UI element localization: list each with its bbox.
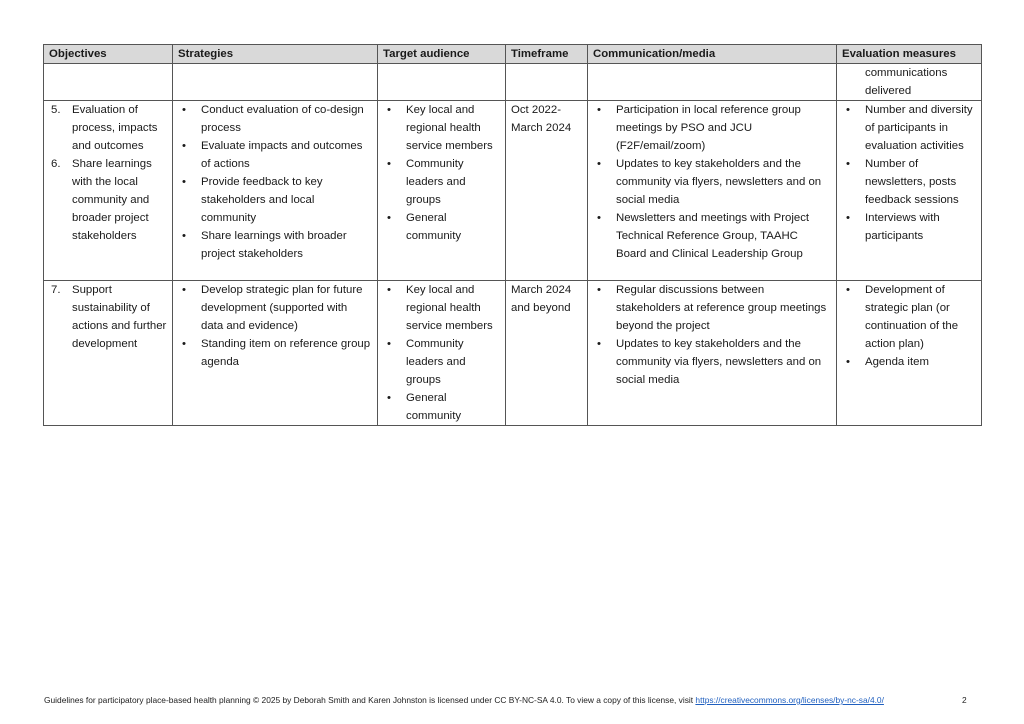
cell-target-audience	[378, 281, 506, 426]
evaluation-continuation-text: communications delivered	[865, 67, 948, 97]
objective-text: Support sustainability of actions and further development	[72, 284, 167, 350]
objective-item	[49, 101, 167, 155]
audience-item: • Key local and regional health service members	[383, 101, 500, 155]
header-evaluation-measures: Evaluation measures	[837, 45, 982, 64]
communication-item: • Updates to key stakeholders and the community via flyers, newsletters and on social media	[593, 155, 831, 209]
cell-evaluation-measures	[837, 64, 982, 101]
audience-item: • General community	[383, 209, 500, 245]
objective-text: Share learnings with the local community and broader project stakeholders	[72, 158, 152, 242]
cell-timeframe: March 2024 and beyond	[506, 281, 588, 426]
strategy-item: • Develop strategic plan for future development (supported with data and evidence)	[178, 281, 372, 335]
audience-item: • Community leaders and groups	[383, 155, 500, 209]
audience-item: • Community leaders and groups	[383, 335, 500, 389]
header-strategies: Strategies	[173, 45, 378, 64]
cell-strategies	[173, 281, 378, 426]
cell-objectives	[44, 281, 173, 426]
evaluation-item: • Number and diversity of participants in evaluation activities	[842, 101, 976, 155]
strategy-item: • Standing item on reference group agenda	[178, 335, 372, 371]
header-target-audience: Target audience	[378, 45, 506, 64]
strategy-item: • Provide feedback to key stakeholders and local community	[178, 173, 372, 227]
evaluation-item: • Number of newsletters, posts feedback sessions	[842, 155, 976, 209]
license-text: Guidelines for participatory place-based health planning © 2025 by Deborah Smith and Karen Johnston is licensed under CC BY-NC-SA 4.0. To view a copy of this license, visit	[44, 695, 696, 705]
audience-item: • Key local and regional health service members	[383, 281, 500, 335]
cell-timeframe: Oct 2022-March 2024	[506, 101, 588, 281]
header-objectives: Objectives	[44, 45, 173, 64]
license-footer	[44, 695, 884, 705]
page-number: 2	[962, 695, 967, 705]
strategy-item: • Share learnings with broader project stakeholders	[178, 227, 372, 263]
evaluation-item: • Development of strategic plan (or continuation of the action plan)	[842, 281, 976, 353]
table-row	[44, 101, 982, 281]
evaluation-item: • Agenda item	[842, 353, 976, 371]
header-timeframe: Timeframe	[506, 45, 588, 64]
cell-evaluation-measures	[837, 281, 982, 426]
evaluation-item: • Interviews with participants	[842, 209, 976, 245]
cell-timeframe	[506, 64, 588, 101]
header-communication-media: Communication/media	[588, 45, 837, 64]
cell-strategies	[173, 64, 378, 101]
objective-item	[49, 155, 167, 245]
objective-number: 6.	[51, 158, 61, 170]
cell-evaluation-measures	[837, 101, 982, 281]
cell-objectives	[44, 64, 173, 101]
cell-communication	[588, 281, 837, 426]
audience-item: • General community	[383, 389, 500, 425]
strategy-item: • Conduct evaluation of co-design process	[178, 101, 372, 137]
cell-target-audience	[378, 101, 506, 281]
action-plan-table	[43, 44, 982, 426]
strategy-item: • Evaluate impacts and outcomes of actions	[178, 137, 372, 173]
cell-target-audience	[378, 64, 506, 101]
cell-communication	[588, 101, 837, 281]
table-row-continuation	[44, 64, 982, 101]
communication-item: • Updates to key stakeholders and the community via flyers, newsletters and on social media	[593, 335, 831, 389]
table-row	[44, 281, 982, 426]
communication-item: • Regular discussions between stakeholders at reference group meetings beyond the project	[593, 281, 831, 335]
cell-communication	[588, 64, 837, 101]
license-link[interactable]: https://creativecommons.org/licenses/by-nc-sa/4.0/	[695, 695, 884, 705]
objective-number: 7.	[51, 284, 61, 296]
objective-number: 5.	[51, 104, 61, 116]
table-header-row	[44, 45, 982, 64]
communication-item: • Newsletters and meetings with Project Technical Reference Group, TAAHC Board and Clinical Leadership Group	[593, 209, 831, 263]
communication-item: • Participation in local reference group meetings by PSO and JCU (F2F/email/zoom)	[593, 101, 831, 155]
objective-text: Evaluation of process, impacts and outcomes	[72, 104, 158, 152]
objective-item	[49, 281, 167, 353]
cell-objectives	[44, 101, 173, 281]
cell-strategies	[173, 101, 378, 281]
